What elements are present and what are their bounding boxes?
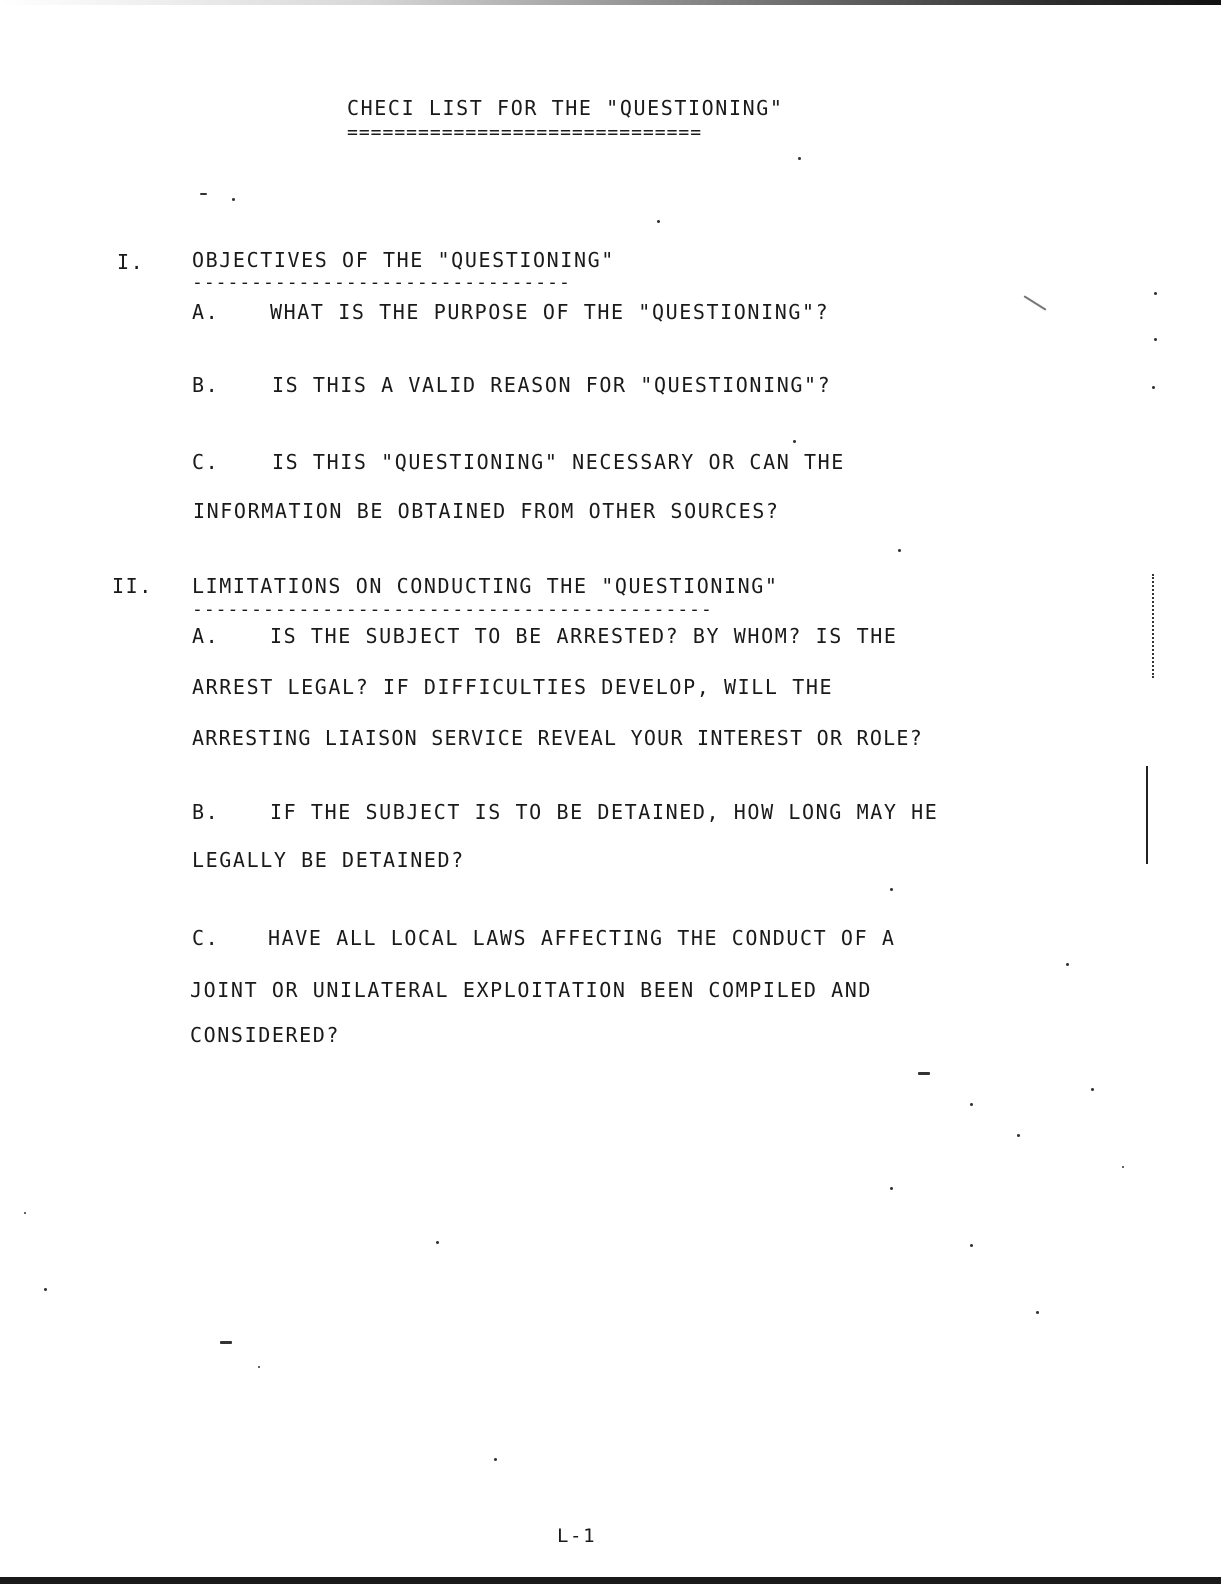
scan-speck — [890, 888, 893, 891]
scan-dash — [1023, 295, 1046, 310]
scan-speck — [1091, 1088, 1094, 1091]
scan-speck — [898, 549, 901, 552]
section-2-item-a-line-2: ARREST LEGAL? IF DIFFICULTIES DEVELOP, WILL THE — [192, 675, 834, 699]
scan-speck — [970, 1244, 973, 1247]
section-2-item-c-line-1: HAVE ALL LOCAL LAWS AFFECTING THE CONDUCT OF A — [268, 926, 896, 950]
section-2-item-c-line-3: CONSIDERED? — [190, 1023, 341, 1047]
section-2-numeral: II. — [112, 574, 153, 598]
scan-dash — [918, 1072, 930, 1075]
scan-speck — [1152, 386, 1155, 389]
section-2-item-a-line-3: ARRESTING LIAISON SERVICE REVEAL YOUR INTEREST OR ROLE? — [192, 726, 924, 750]
scan-speck — [1122, 1166, 1124, 1168]
scan-dash — [200, 193, 207, 195]
scan-speck — [890, 1187, 893, 1190]
section-2-item-b-line-2: LEGALLY BE DETAINED? — [192, 848, 465, 872]
margin-bar-mark — [1146, 766, 1148, 864]
scan-speck — [1066, 963, 1069, 966]
scan-dash — [220, 1341, 232, 1344]
scan-speck — [657, 220, 660, 223]
scan-speck — [44, 1288, 47, 1291]
section-2-item-b-letter: B. — [192, 800, 220, 824]
section-1-item-b-line-1: IS THIS A VALID REASON FOR "QUESTIONING"? — [272, 373, 832, 397]
section-1-item-c-line-2: INFORMATION BE OBTAINED FROM OTHER SOURCES? — [193, 499, 780, 523]
section-1-item-b-letter: B. — [192, 373, 220, 397]
page-number: L-1 — [557, 1525, 597, 1547]
scan-speck — [970, 1103, 973, 1106]
section-1-item-a-letter: A. — [192, 300, 220, 324]
scan-edge-bottom — [0, 1577, 1221, 1584]
scan-speck — [1154, 292, 1157, 295]
scan-edge-top — [0, 0, 1221, 5]
section-2-heading: LIMITATIONS ON CONDUCTING THE "QUESTIONING" — [192, 574, 779, 598]
section-2-item-b-line-1: IF THE SUBJECT IS TO BE DETAINED, HOW LONG MAY HE — [270, 800, 939, 824]
scan-speck — [24, 1212, 26, 1214]
margin-dotted-mark — [1152, 574, 1156, 678]
section-2-item-c-letter: C. — [192, 926, 220, 950]
section-1-underline: -------------------------------- — [192, 276, 571, 290]
scan-speck — [436, 1241, 439, 1244]
section-1-heading: OBJECTIVES OF THE "QUESTIONING" — [192, 248, 615, 272]
section-1-item-c-line-1: IS THIS "QUESTIONING" NECESSARY OR CAN THE — [272, 450, 845, 474]
scan-speck — [1154, 338, 1157, 341]
section-2-underline: -------------------------------------------- — [192, 603, 713, 617]
section-1-numeral: I. — [117, 250, 145, 274]
scan-speck — [798, 157, 801, 160]
section-2-item-c-line-2: JOINT OR UNILATERAL EXPLOITATION BEEN COMPILED AND — [190, 978, 873, 1002]
section-1-item-a-line-1: WHAT IS THE PURPOSE OF THE "QUESTIONING"? — [270, 300, 830, 324]
section-2-item-a-line-1: IS THE SUBJECT TO BE ARRESTED? BY WHOM? IS THE — [270, 624, 898, 648]
scan-speck — [258, 1366, 260, 1368]
scan-speck — [793, 440, 796, 443]
scan-speck — [232, 198, 235, 201]
scan-speck — [1017, 1134, 1020, 1137]
scan-speck — [1036, 1311, 1039, 1314]
scan-speck — [494, 1458, 497, 1461]
section-1-item-c-letter: C. — [192, 450, 220, 474]
page-title: CHECI LIST FOR THE "QUESTIONING" — [347, 96, 784, 120]
section-2-item-a-letter: A. — [192, 624, 220, 648]
title-underline: ============================== — [347, 126, 703, 140]
